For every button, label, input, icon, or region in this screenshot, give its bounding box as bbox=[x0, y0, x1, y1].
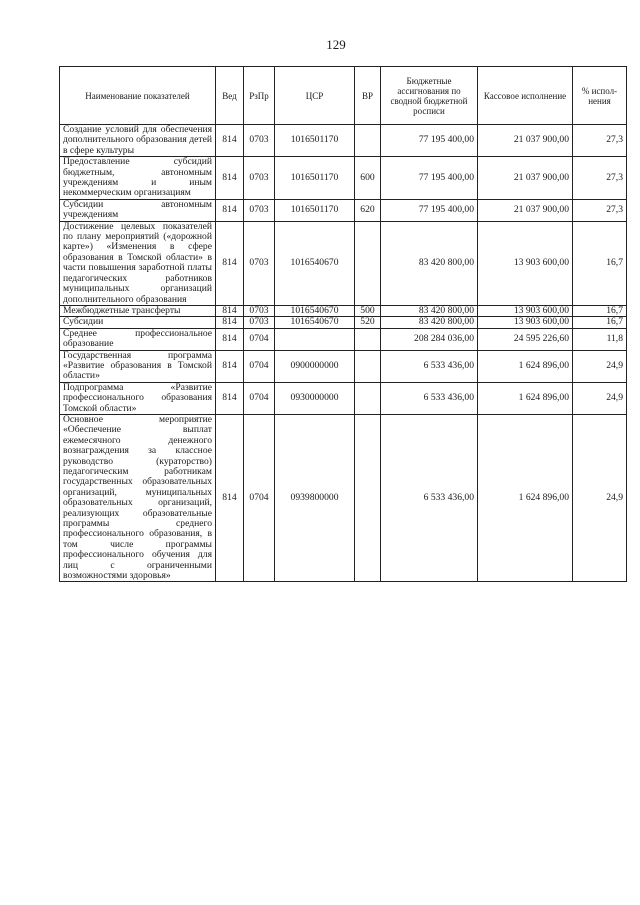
row-vr bbox=[355, 125, 381, 157]
row-vr: 520 bbox=[355, 317, 381, 328]
table-row bbox=[60, 305, 627, 316]
table-row bbox=[60, 125, 627, 157]
row-ved: 814 bbox=[216, 382, 244, 414]
row-name: Субсидии bbox=[60, 317, 216, 328]
row-cash: 24 595 226,60 bbox=[478, 328, 573, 350]
row-rzpr: 0703 bbox=[244, 317, 275, 328]
header-vr: ВР bbox=[355, 67, 381, 125]
row-name: Субсидии автономным учреждениям bbox=[60, 199, 216, 221]
row-cash: 1 624 896,00 bbox=[478, 350, 573, 382]
row-vr bbox=[355, 328, 381, 350]
row-budget: 77 195 400,00 bbox=[381, 157, 478, 200]
row-name: Межбюджетные трансферты bbox=[60, 305, 216, 316]
row-pct: 27,3 bbox=[573, 157, 627, 200]
row-cash: 1 624 896,00 bbox=[478, 382, 573, 414]
row-rzpr: 0703 bbox=[244, 125, 275, 157]
row-name: Создание условий для обеспечения дополнительного образования детей в сфере культуры bbox=[60, 125, 216, 157]
row-csr: 0900000000 bbox=[275, 350, 355, 382]
row-csr: 0930000000 bbox=[275, 382, 355, 414]
row-name: Государственная программа «Развитие образования в Томской области» bbox=[60, 350, 216, 382]
row-cash: 21 037 900,00 bbox=[478, 157, 573, 200]
row-vr: 600 bbox=[355, 157, 381, 200]
row-csr: 0939800000 bbox=[275, 414, 355, 582]
row-budget: 77 195 400,00 bbox=[381, 199, 478, 221]
table-row bbox=[60, 221, 627, 305]
page-number: 129 bbox=[326, 37, 346, 52]
row-vr: 500 bbox=[355, 305, 381, 316]
row-vr bbox=[355, 350, 381, 382]
row-csr: 1016501170 bbox=[275, 157, 355, 200]
table-row bbox=[60, 350, 627, 382]
row-budget: 208 284 036,00 bbox=[381, 328, 478, 350]
row-pct: 11,8 bbox=[573, 328, 627, 350]
row-csr: 1016540670 bbox=[275, 305, 355, 316]
row-budget: 83 420 800,00 bbox=[381, 305, 478, 316]
row-budget: 6 533 436,00 bbox=[381, 414, 478, 582]
header-csr: ЦСР bbox=[275, 67, 355, 125]
header-name: Наименование показателей bbox=[60, 67, 216, 125]
header-ved: Вед bbox=[216, 67, 244, 125]
row-rzpr: 0704 bbox=[244, 414, 275, 582]
row-budget: 83 420 800,00 bbox=[381, 317, 478, 328]
row-csr: 1016540670 bbox=[275, 317, 355, 328]
row-rzpr: 0703 bbox=[244, 199, 275, 221]
row-rzpr: 0704 bbox=[244, 350, 275, 382]
row-pct: 24,9 bbox=[573, 350, 627, 382]
table-row bbox=[60, 382, 627, 414]
row-ved: 814 bbox=[216, 317, 244, 328]
table-row bbox=[60, 317, 627, 328]
row-pct: 24,9 bbox=[573, 414, 627, 582]
row-pct: 24,9 bbox=[573, 382, 627, 414]
table-row bbox=[60, 199, 627, 221]
row-csr: 1016540670 bbox=[275, 221, 355, 305]
header-cash: Кассовое исполнение bbox=[478, 67, 573, 125]
row-ved: 814 bbox=[216, 125, 244, 157]
row-rzpr: 0703 bbox=[244, 305, 275, 316]
header-rzpr: РзПр bbox=[244, 67, 275, 125]
row-ved: 814 bbox=[216, 350, 244, 382]
table-row bbox=[60, 157, 627, 200]
row-csr: 1016501170 bbox=[275, 125, 355, 157]
header-budget: Бюджетные ассигнования по сводной бюджетной росписи bbox=[381, 67, 478, 125]
row-cash: 1 624 896,00 bbox=[478, 414, 573, 582]
row-pct: 27,3 bbox=[573, 199, 627, 221]
row-budget: 6 533 436,00 bbox=[381, 350, 478, 382]
row-ved: 814 bbox=[216, 414, 244, 582]
row-vr bbox=[355, 382, 381, 414]
table-row bbox=[60, 328, 627, 350]
row-pct: 27,3 bbox=[573, 125, 627, 157]
row-name: Достижение целевых показателей по плану мероприятий («дорожной карте») «Изменения в сфере образования в Томской области» в части повышения заработной платы педагогических работников муниципальных организаций дополнительного образования bbox=[60, 221, 216, 305]
row-rzpr: 0704 bbox=[244, 382, 275, 414]
row-vr bbox=[355, 414, 381, 582]
row-name: Основное мероприятие «Обеспечение выплат ежемесячного денежного вознаграждения за классное руководство (кураторство) педагогическим работникам государственных образовательных организаций, муниципальных образовательных организаций, реализующих образовательные программы среднего профессионального образования, в том числе программы профессионального обучения для лиц с ограниченными возможностями здоровья» bbox=[60, 414, 216, 582]
row-rzpr: 0703 bbox=[244, 221, 275, 305]
table-row bbox=[60, 414, 627, 582]
row-cash: 21 037 900,00 bbox=[478, 125, 573, 157]
row-vr bbox=[355, 221, 381, 305]
row-budget: 77 195 400,00 bbox=[381, 125, 478, 157]
row-name: Подпрограмма «Развитие профессионального образования Томской области» bbox=[60, 382, 216, 414]
row-csr bbox=[275, 328, 355, 350]
row-ved: 814 bbox=[216, 221, 244, 305]
budget-execution-table bbox=[59, 66, 627, 582]
header-pct: % испол-нения bbox=[573, 67, 627, 125]
row-name: Предоставление субсидий бюджетным, автономным учреждениям и иным некоммерческим организациям bbox=[60, 157, 216, 200]
row-budget: 6 533 436,00 bbox=[381, 382, 478, 414]
row-rzpr: 0704 bbox=[244, 328, 275, 350]
row-ved: 814 bbox=[216, 328, 244, 350]
row-cash: 13 903 600,00 bbox=[478, 221, 573, 305]
row-pct: 16,7 bbox=[573, 305, 627, 316]
table-header-row bbox=[60, 67, 627, 125]
row-ved: 814 bbox=[216, 305, 244, 316]
row-pct: 16,7 bbox=[573, 221, 627, 305]
row-cash: 13 903 600,00 bbox=[478, 317, 573, 328]
row-csr: 1016501170 bbox=[275, 199, 355, 221]
row-cash: 13 903 600,00 bbox=[478, 305, 573, 316]
row-cash: 21 037 900,00 bbox=[478, 199, 573, 221]
row-budget: 83 420 800,00 bbox=[381, 221, 478, 305]
row-ved: 814 bbox=[216, 199, 244, 221]
row-rzpr: 0703 bbox=[244, 157, 275, 200]
row-ved: 814 bbox=[216, 157, 244, 200]
row-name: Среднее профессиональное образование bbox=[60, 328, 216, 350]
row-pct: 16,7 bbox=[573, 317, 627, 328]
row-vr: 620 bbox=[355, 199, 381, 221]
